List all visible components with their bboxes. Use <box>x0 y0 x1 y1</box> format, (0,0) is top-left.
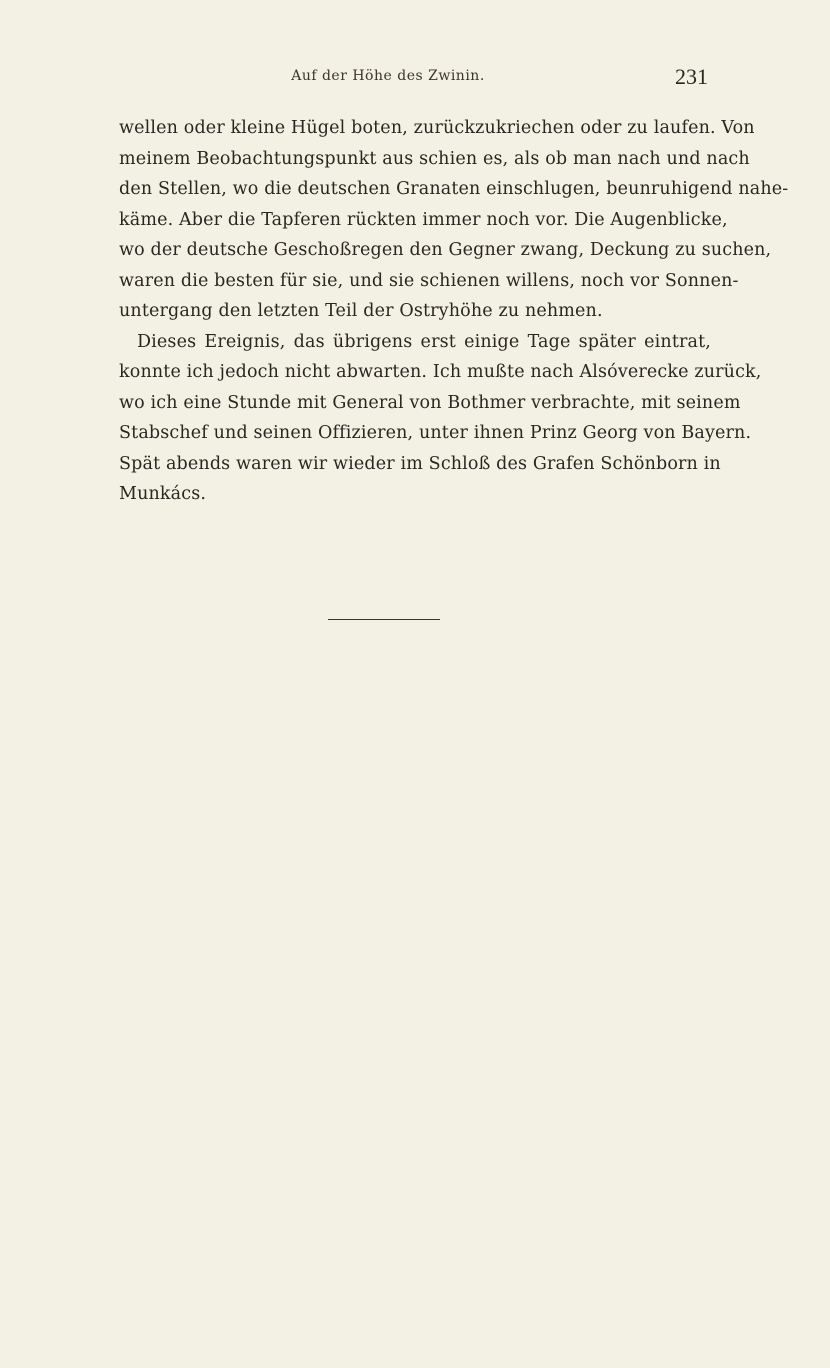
text-line: Dieses Ereignis, das übrigens erst einige Tage später eintrat, <box>137 331 711 352</box>
text-line: waren die besten für sie, und sie schienen willens, noch vor Sonnen- <box>119 270 739 291</box>
text-line: untergang den letzten Teil der Ostryhöhe zu nehmen. <box>119 301 603 321</box>
page-number: 231 <box>675 64 708 89</box>
text-line: Munkács. <box>119 484 207 504</box>
text-line: wo der deutsche Geschoßregen den Gegner zwang, Deckung zu suchen, <box>119 240 772 260</box>
text-line: wellen oder kleine Hügel boten, zurückzukriechen oder zu laufen. Von <box>119 118 755 138</box>
running-head <box>0 64 830 88</box>
text-line: konnte ich jedoch nicht abwarten. Ich mußte nach Alsóverecke zurück, <box>119 362 762 382</box>
text-line: Spät abends waren wir wieder im Schloß des Grafen Schönborn in <box>119 453 721 474</box>
running-title: Auf der Höhe des Zwinin. <box>291 68 485 84</box>
section-end-rule <box>328 619 440 620</box>
text-line: wo ich eine Stunde mit General von Bothmer verbrachte, mit seinem <box>119 392 741 413</box>
text-line: käme. Aber die Tapferen rückten immer noch vor. Die Augenblicke, <box>119 209 728 230</box>
text-line: Stabschef und seinen Offizieren, unter ihnen Prinz Georg von Bayern. <box>119 423 752 443</box>
body-text <box>119 113 789 510</box>
text-line: den Stellen, wo die deutschen Granaten einschlugen, beunruhigend nahe- <box>119 179 789 199</box>
text-line: meinem Beobachtungspunkt aus schien es, als ob man nach und nach <box>119 148 750 169</box>
